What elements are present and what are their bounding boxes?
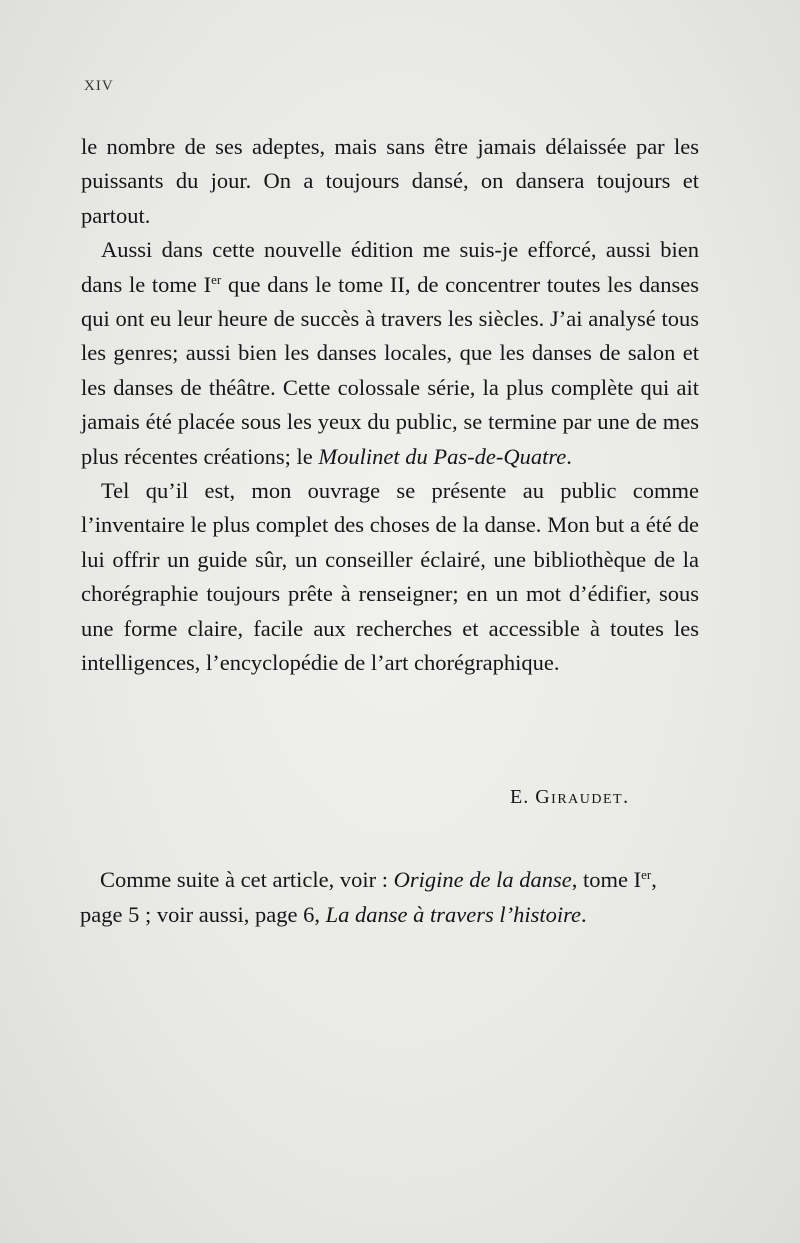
paragraph-new-edition [81, 233, 699, 474]
author-signature [510, 786, 629, 809]
page-number: XIV [84, 78, 114, 94]
note-text: Comme suite à cet article, voir : [100, 867, 394, 892]
paragraph-text: que dans le tome II, de concentrer toutes les danses qui ont eu leur heure de succès à travers les siècles. J’ai analysé tous les genres; aussi bien les danses locales, que les danses de salon et les danses de théâtre. Cette colossale série, la plus complète qui ait jamais été placée sous les yeux du public, se termine par une de mes plus récentes créations; le [81, 271, 699, 469]
note-italic-title: La danse à travers l’histoire [325, 902, 581, 927]
note-text: , tome I [571, 867, 642, 892]
paragraph-conclusion: Tel qu’il est, mon ouvrage se présente au public comme l’inventaire le plus complet des choses de la danse. Mon but a été de lui offrir un guide sûr, un conseiller éclairé, une bibliothèque de la chorégraphie toujours prête à renseigner; en un mot d’édifier, sous une forme claire, facile aux recherches et accessible à toutes les intelligences, l’encyclopédie de l’art chorégraphique. [81, 478, 699, 676]
signature-name: Giraudet [535, 786, 624, 808]
note-text: , page 5 ; voir aussi, page 6, [80, 867, 657, 927]
paragraph-continuation: le nombre de ses adeptes, mais sans être jamais délaissée par les puissants du jour. On a toujours dansé, on dansera toujours et partout. [81, 134, 699, 228]
cross-reference-note [80, 862, 700, 932]
italic-title: Moulinet du Pas-de-Quatre [318, 443, 567, 469]
body-text [81, 130, 699, 681]
note-italic-title: Origine de la danse [393, 867, 572, 892]
note-period: . [581, 902, 587, 927]
superscript: er [211, 271, 222, 287]
signature-period: . [623, 786, 630, 808]
signature-initial: E. [510, 786, 536, 808]
superscript: er [641, 867, 652, 882]
paragraph-text: Aussi dans cette nouvelle édition me suis-je efforcé, aussi bien dans le tome I [81, 237, 699, 297]
punctuation: . [566, 443, 572, 469]
